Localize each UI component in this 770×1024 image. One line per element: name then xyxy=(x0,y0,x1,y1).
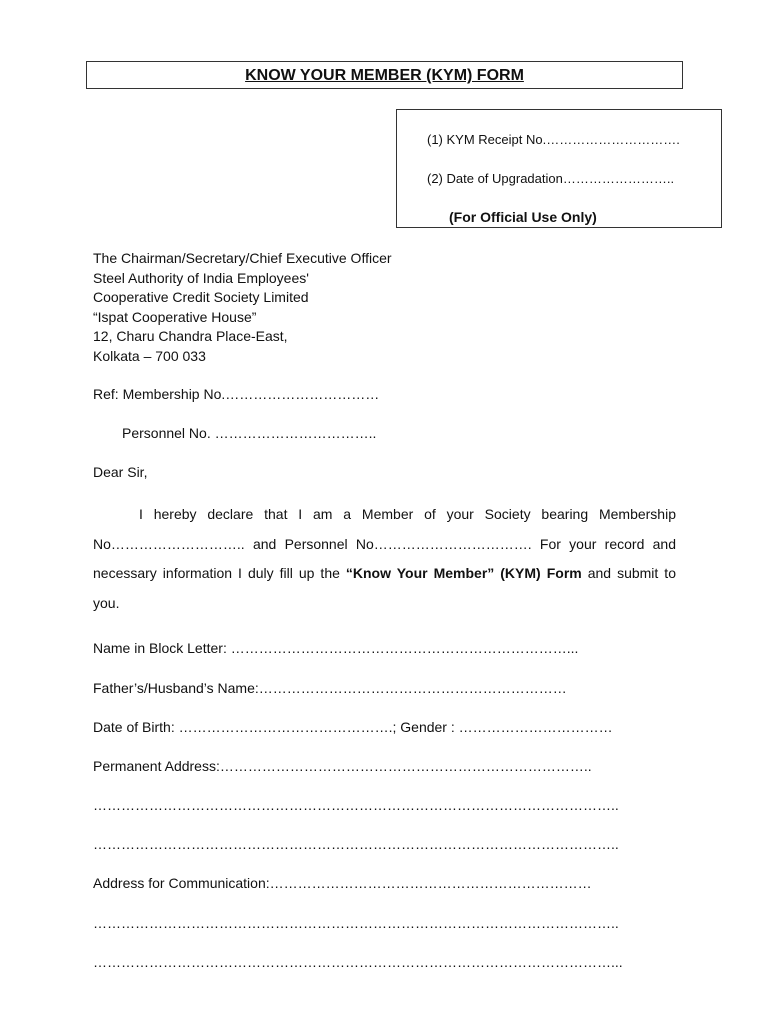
addressee-line: The Chairman/Secretary/Chief Executive Officer xyxy=(93,250,392,266)
kym-receipt-no-field: (1) KYM Receipt No.…………………………. xyxy=(427,132,680,147)
addressee-line: Kolkata – 700 033 xyxy=(93,347,206,364)
addressee-line: 12, Charu Chandra Place-East, xyxy=(93,328,288,345)
official-use-note: (For Official Use Only) xyxy=(449,209,597,225)
communication-address-line: …………………………………………………………………………………………………... xyxy=(93,954,623,970)
declaration-text: I hereby declare that I am a Member of your Society bearing Membership No……………………….. and Personnel No……………………………. For your record and necessary information I duly fill up the xyxy=(93,506,676,582)
salutation: Dear Sir, xyxy=(93,464,148,480)
declaration-bold-text: “Know Your Member” (KYM) Form xyxy=(345,565,582,582)
membership-no-field: Ref: Membership No.…………………………… xyxy=(93,386,380,402)
addressee-line: Cooperative Credit Society Limited xyxy=(93,289,309,306)
permanent-address-line: ………………………………………………………………………………………………….. xyxy=(93,797,619,813)
date-of-upgradation-field: (2) Date of Upgradation…………………….. xyxy=(427,171,675,186)
permanent-address-field: Permanent Address:…………………………………………………………………….. xyxy=(93,758,592,774)
addressee-block xyxy=(93,249,392,367)
permanent-address-line: ………………………………………………………………………………………………….. xyxy=(93,836,619,852)
addressee-line: “Ispat Cooperative House” xyxy=(93,308,257,325)
personnel-no-field: Personnel No. …………………………….. xyxy=(122,425,377,441)
communication-address-field: Address for Communication:…………………………………………………………… xyxy=(93,875,592,891)
father-husband-name-field: Father’s/Husband’s Name:………………………………………………………… xyxy=(93,680,567,696)
communication-address-line: ………………………………………………………………………………………………….. xyxy=(93,915,619,931)
official-use-box xyxy=(396,109,722,228)
name-block-letter-field: Name in Block Letter: ………………………………………………………………... xyxy=(93,640,579,656)
dob-gender-field: Date of Birth: ……………………………………….; Gender : …………………………… xyxy=(93,719,613,735)
addressee-line: Steel Authority of India Employees' xyxy=(93,269,309,286)
declaration-text-end: and submit to you. xyxy=(93,565,676,611)
form-title-box xyxy=(86,61,683,89)
form-title: KNOW YOUR MEMBER (KYM) FORM xyxy=(245,67,524,84)
declaration-paragraph xyxy=(93,500,676,618)
